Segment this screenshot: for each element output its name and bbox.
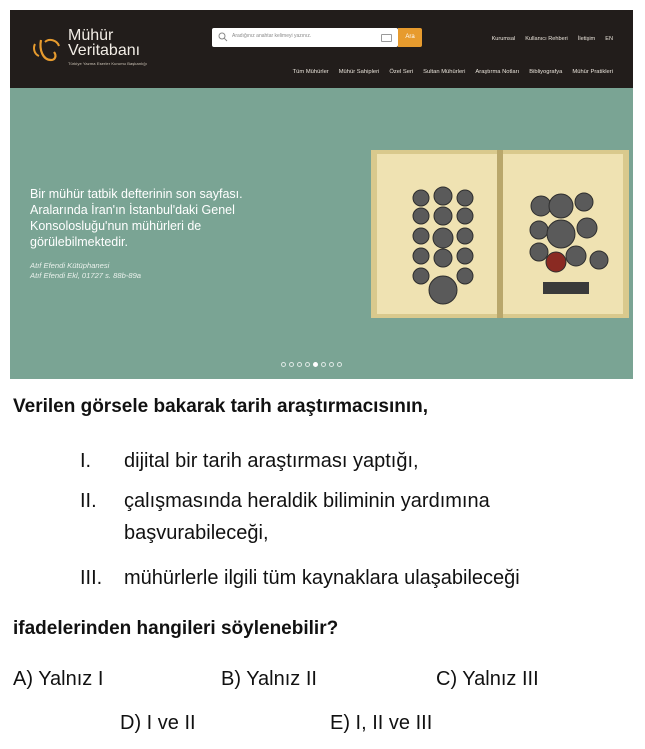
hero-text: Bir mühür tatbik defterinin son sayfası. Aralarında İran'ın İstanbul'daki Genel Konsolosluğu'nun mühürleri de görülebilmektedir. (30, 187, 243, 249)
slide-indicator (281, 362, 342, 367)
question-ending: ifadelerinden hangileri söylenebilir? (13, 618, 339, 639)
logo-subtitle: Türkiye Yazma Eserler Kurumu Başkanlığı (68, 61, 147, 66)
link-language-en[interactable]: EN (605, 36, 613, 42)
option-e[interactable]: E) I, II ve III (330, 712, 433, 734)
search-box[interactable] (212, 28, 398, 47)
nav-item[interactable]: Tüm Mühürler (292, 69, 329, 75)
logo-title-line1[interactable]: Mühür (68, 27, 114, 44)
slide-dot[interactable] (337, 362, 342, 367)
question-stem: Verilen görsele bakarak tarih araştırmacısının, (13, 396, 429, 417)
option-d[interactable]: D) I ve II (120, 712, 196, 734)
top-links (492, 36, 613, 42)
nav-item[interactable]: Özel Seri (389, 69, 414, 75)
seal-logo-icon (29, 34, 65, 66)
search-placeholder: Aradığınız anahtar kelimeyi yazınız. (232, 33, 312, 39)
logo-title-line2[interactable]: Veritabanı (68, 42, 141, 59)
slide-dot-active[interactable] (313, 362, 318, 367)
option-b[interactable]: B) Yalnız II (221, 668, 317, 690)
search-icon (218, 32, 228, 42)
keyboard-icon[interactable] (381, 34, 392, 42)
statement-number: I. (80, 450, 92, 472)
slide-dot[interactable] (297, 362, 302, 367)
nav-item[interactable]: Mühür Sahipleri (338, 69, 380, 75)
nav-item[interactable]: Bibliyografya (529, 69, 563, 75)
statement-number: II. (80, 490, 97, 512)
link-iletisim[interactable]: İletişim (577, 36, 596, 42)
hero-caption (30, 261, 141, 281)
statement-text: başvurabileceği, (124, 522, 269, 544)
slide-dot[interactable] (281, 362, 286, 367)
statement-text: mühürlerle ilgili tüm kaynaklara ulaşabileceği (124, 567, 520, 589)
nav-item[interactable]: Araştırma Notları (475, 69, 520, 75)
slide-dot[interactable] (329, 362, 334, 367)
hero-caption-line2: Atıf Efendi Ekl, 01727 s. 88b-89a (30, 271, 142, 280)
seal-book-image (371, 150, 629, 318)
link-kurumsal[interactable]: Kurumsal (491, 36, 516, 42)
link-kullanici-rehberi[interactable]: Kullanıcı Rehberi (525, 36, 568, 42)
option-c[interactable]: C) Yalnız III (436, 668, 539, 690)
statement-text: dijital bir tarih araştırması yaptığı, (124, 450, 419, 472)
site-header (10, 10, 633, 88)
search-button[interactable]: Ara (398, 28, 422, 47)
slide-dot[interactable] (305, 362, 310, 367)
statement-number: III. (80, 567, 103, 589)
website-screenshot (10, 10, 633, 379)
statement-text: çalışmasında heraldik biliminin yardımına (124, 490, 490, 512)
slide-dot[interactable] (289, 362, 294, 367)
nav-item[interactable]: Mühür Pratikleri (572, 69, 613, 75)
slide-dot[interactable] (321, 362, 326, 367)
hero-caption-line1: Atıf Efendi Kütüphanesi (30, 261, 110, 270)
nav-item[interactable]: Sultan Mühürleri (423, 69, 466, 75)
option-a[interactable]: A) Yalnız I (13, 668, 104, 690)
main-nav (293, 69, 613, 75)
